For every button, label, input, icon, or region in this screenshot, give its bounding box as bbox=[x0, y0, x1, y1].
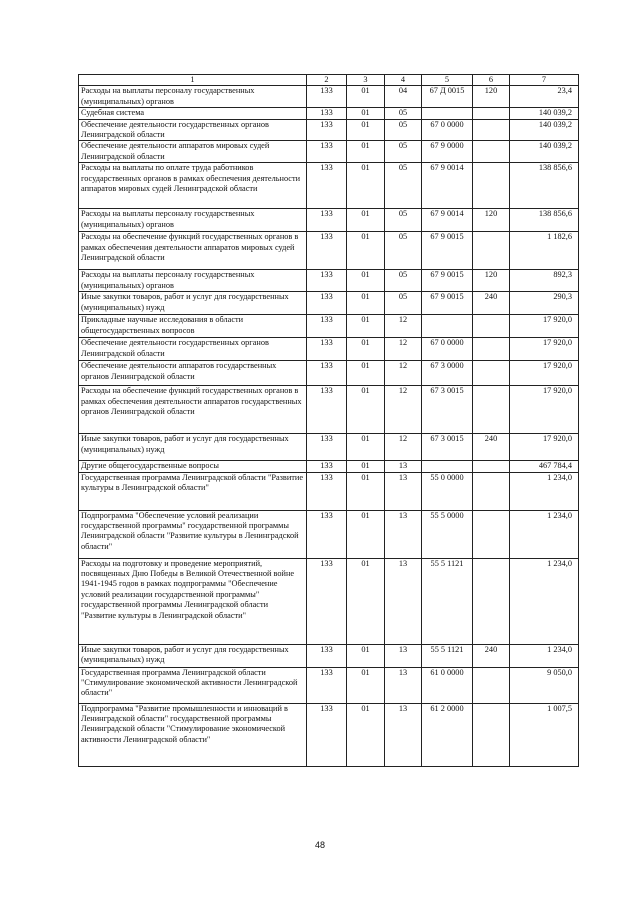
cell-name: Расходы на выплаты персоналу государственных (муниципальных) органов bbox=[79, 86, 307, 108]
cell-amount: 17 920,0 bbox=[510, 315, 579, 338]
table-row bbox=[79, 361, 579, 386]
cell-ministry-code: 133 bbox=[307, 292, 347, 315]
cell-subsection: 12 bbox=[385, 434, 422, 461]
cell-expense-type: 240 bbox=[473, 434, 510, 461]
cell-section: 01 bbox=[347, 472, 385, 510]
cell-name: Расходы на обеспечение функций государственных органов в рамках обеспечения деятельности аппаратов мировых судей Ленинградской области bbox=[79, 232, 307, 270]
cell-expense-type bbox=[473, 667, 510, 703]
table-row bbox=[79, 510, 579, 558]
cell-subsection: 05 bbox=[385, 108, 422, 119]
cell-target-article: 67 9 0000 bbox=[422, 141, 473, 163]
table-row bbox=[79, 292, 579, 315]
cell-subsection: 05 bbox=[385, 163, 422, 209]
cell-section: 01 bbox=[347, 163, 385, 209]
cell-expense-type bbox=[473, 703, 510, 766]
cell-ministry-code: 133 bbox=[307, 461, 347, 472]
cell-amount: 1 234,0 bbox=[510, 472, 579, 510]
cell-ministry-code: 133 bbox=[307, 119, 347, 141]
cell-target-article: 55 5 1121 bbox=[422, 644, 473, 667]
cell-expense-type bbox=[473, 232, 510, 270]
cell-amount: 1 234,0 bbox=[510, 510, 579, 558]
table-row bbox=[79, 434, 579, 461]
cell-section: 01 bbox=[347, 270, 385, 292]
cell-ministry-code: 133 bbox=[307, 434, 347, 461]
cell-target-article: 67 3 0015 bbox=[422, 386, 473, 434]
cell-expense-type bbox=[473, 141, 510, 163]
cell-expense-type bbox=[473, 108, 510, 119]
cell-target-article bbox=[422, 461, 473, 472]
header-col-6: 6 bbox=[473, 75, 510, 86]
cell-amount: 9 050,0 bbox=[510, 667, 579, 703]
cell-section: 01 bbox=[347, 315, 385, 338]
table-row bbox=[79, 119, 579, 141]
cell-section: 01 bbox=[347, 644, 385, 667]
cell-ministry-code: 133 bbox=[307, 558, 347, 644]
cell-subsection: 05 bbox=[385, 270, 422, 292]
cell-target-article: 67 0 0000 bbox=[422, 338, 473, 361]
cell-name: Расходы на выплаты по оплате труда работников государственных органов в рамках обеспечения деятельности аппаратов мировых судей Ленинградской области bbox=[79, 163, 307, 209]
cell-ministry-code: 133 bbox=[307, 361, 347, 386]
cell-name: Расходы на выплаты персоналу государственных (муниципальных) органов bbox=[79, 209, 307, 232]
cell-ministry-code: 133 bbox=[307, 667, 347, 703]
cell-section: 01 bbox=[347, 119, 385, 141]
cell-ministry-code: 133 bbox=[307, 386, 347, 434]
cell-amount: 23,4 bbox=[510, 86, 579, 108]
cell-amount: 467 784,4 bbox=[510, 461, 579, 472]
cell-name: Обеспечение деятельности аппаратов государственных органов Ленинградской области bbox=[79, 361, 307, 386]
cell-target-article bbox=[422, 315, 473, 338]
budget-table bbox=[78, 74, 579, 767]
cell-amount: 17 920,0 bbox=[510, 338, 579, 361]
budget-table-container bbox=[78, 74, 578, 767]
cell-section: 01 bbox=[347, 141, 385, 163]
cell-target-article: 61 0 0000 bbox=[422, 667, 473, 703]
cell-section: 01 bbox=[347, 209, 385, 232]
cell-expense-type: 240 bbox=[473, 644, 510, 667]
cell-subsection: 05 bbox=[385, 232, 422, 270]
cell-section: 01 bbox=[347, 461, 385, 472]
cell-ministry-code: 133 bbox=[307, 644, 347, 667]
cell-amount: 17 920,0 bbox=[510, 386, 579, 434]
table-row bbox=[79, 232, 579, 270]
cell-amount: 140 039,2 bbox=[510, 108, 579, 119]
cell-subsection: 13 bbox=[385, 558, 422, 644]
cell-expense-type bbox=[473, 558, 510, 644]
cell-ministry-code: 133 bbox=[307, 141, 347, 163]
cell-name: Обеспечение деятельности государственных органов Ленинградской области bbox=[79, 119, 307, 141]
cell-name: Другие общегосударственные вопросы bbox=[79, 461, 307, 472]
cell-expense-type: 120 bbox=[473, 86, 510, 108]
cell-target-article: 55 5 1121 bbox=[422, 558, 473, 644]
table-row bbox=[79, 315, 579, 338]
cell-name: Расходы на подготовку и проведение мероприятий, посвященных Дню Победы в Великой Отечественной войне 1941-1945 годов в рамках подпрограммы "Обеспечение условий реализации государственной программы" государственной программы Ленинградской области "Развитие культуры в Ленинградской области" bbox=[79, 558, 307, 644]
table-row bbox=[79, 108, 579, 119]
cell-expense-type bbox=[473, 163, 510, 209]
cell-ministry-code: 133 bbox=[307, 209, 347, 232]
cell-target-article: 55 0 0000 bbox=[422, 472, 473, 510]
table-row bbox=[79, 667, 579, 703]
cell-section: 01 bbox=[347, 338, 385, 361]
table-row bbox=[79, 644, 579, 667]
cell-section: 01 bbox=[347, 558, 385, 644]
cell-name: Расходы на выплаты персоналу государственных (муниципальных) органов bbox=[79, 270, 307, 292]
table-row bbox=[79, 141, 579, 163]
table-row bbox=[79, 461, 579, 472]
cell-expense-type bbox=[473, 461, 510, 472]
cell-ministry-code: 133 bbox=[307, 108, 347, 119]
cell-ministry-code: 133 bbox=[307, 163, 347, 209]
cell-amount: 17 920,0 bbox=[510, 434, 579, 461]
cell-target-article: 67 3 0015 bbox=[422, 434, 473, 461]
cell-subsection: 12 bbox=[385, 361, 422, 386]
cell-amount: 892,3 bbox=[510, 270, 579, 292]
cell-amount: 1 234,0 bbox=[510, 644, 579, 667]
cell-amount: 138 856,6 bbox=[510, 209, 579, 232]
cell-section: 01 bbox=[347, 292, 385, 315]
cell-target-article: 67 Д 0015 bbox=[422, 86, 473, 108]
cell-expense-type bbox=[473, 386, 510, 434]
cell-section: 01 bbox=[347, 86, 385, 108]
cell-ministry-code: 133 bbox=[307, 338, 347, 361]
cell-ministry-code: 133 bbox=[307, 86, 347, 108]
header-col-2: 2 bbox=[307, 75, 347, 86]
cell-expense-type bbox=[473, 510, 510, 558]
cell-expense-type: 120 bbox=[473, 209, 510, 232]
header-col-4: 4 bbox=[385, 75, 422, 86]
cell-name: Обеспечение деятельности государственных органов Ленинградской области bbox=[79, 338, 307, 361]
cell-section: 01 bbox=[347, 667, 385, 703]
cell-expense-type bbox=[473, 361, 510, 386]
cell-ministry-code: 133 bbox=[307, 472, 347, 510]
page-number: 48 bbox=[314, 840, 325, 850]
table-row bbox=[79, 386, 579, 434]
cell-target-article: 67 9 0015 bbox=[422, 292, 473, 315]
cell-ministry-code: 133 bbox=[307, 270, 347, 292]
table-row bbox=[79, 558, 579, 644]
cell-amount: 290,3 bbox=[510, 292, 579, 315]
cell-subsection: 05 bbox=[385, 292, 422, 315]
cell-section: 01 bbox=[347, 108, 385, 119]
table-row bbox=[79, 163, 579, 209]
cell-name: Прикладные научные исследования в области общегосударственных вопросов bbox=[79, 315, 307, 338]
cell-target-article: 67 9 0014 bbox=[422, 209, 473, 232]
cell-name: Расходы на обеспечение функций государственных органов в рамках обеспечения деятельности аппаратов государственных органов Ленинградской области bbox=[79, 386, 307, 434]
header-col-7: 7 bbox=[510, 75, 579, 86]
cell-subsection: 12 bbox=[385, 338, 422, 361]
cell-expense-type: 120 bbox=[473, 270, 510, 292]
cell-name: Иные закупки товаров, работ и услуг для государственных (муниципальных) нужд bbox=[79, 434, 307, 461]
header-col-1: 1 bbox=[79, 75, 307, 86]
cell-subsection: 13 bbox=[385, 703, 422, 766]
cell-subsection: 13 bbox=[385, 510, 422, 558]
cell-amount: 1 182,6 bbox=[510, 232, 579, 270]
cell-name: Иные закупки товаров, работ и услуг для государственных (муниципальных) нужд bbox=[79, 292, 307, 315]
cell-subsection: 04 bbox=[385, 86, 422, 108]
cell-subsection: 05 bbox=[385, 119, 422, 141]
cell-target-article: 67 3 0000 bbox=[422, 361, 473, 386]
cell-target-article bbox=[422, 108, 473, 119]
table-header bbox=[79, 75, 579, 86]
table-row bbox=[79, 86, 579, 108]
cell-subsection: 12 bbox=[385, 386, 422, 434]
cell-target-article: 67 0 0000 bbox=[422, 119, 473, 141]
cell-target-article: 67 9 0015 bbox=[422, 232, 473, 270]
cell-target-article: 61 2 0000 bbox=[422, 703, 473, 766]
cell-subsection: 13 bbox=[385, 472, 422, 510]
cell-name: Иные закупки товаров, работ и услуг для государственных (муниципальных) нужд bbox=[79, 644, 307, 667]
cell-name: Обеспечение деятельности аппаратов мировых судей Ленинградской области bbox=[79, 141, 307, 163]
cell-name: Подпрограмма "Обеспечение условий реализации государственной программы" государственной программы Ленинградской области "Развитие культуры в Ленинградской области" bbox=[79, 510, 307, 558]
cell-ministry-code: 133 bbox=[307, 315, 347, 338]
cell-name: Судебная система bbox=[79, 108, 307, 119]
header-col-5: 5 bbox=[422, 75, 473, 86]
cell-section: 01 bbox=[347, 434, 385, 461]
cell-name: Государственная программа Ленинградской области "Развитие культуры в Ленинградской области" bbox=[79, 472, 307, 510]
cell-amount: 140 039,2 bbox=[510, 119, 579, 141]
cell-target-article: 67 9 0015 bbox=[422, 270, 473, 292]
cell-subsection: 05 bbox=[385, 209, 422, 232]
cell-expense-type bbox=[473, 315, 510, 338]
cell-amount: 1 234,0 bbox=[510, 558, 579, 644]
cell-section: 01 bbox=[347, 361, 385, 386]
cell-target-article: 67 9 0014 bbox=[422, 163, 473, 209]
table-row bbox=[79, 270, 579, 292]
cell-amount: 17 920,0 bbox=[510, 361, 579, 386]
cell-ministry-code: 133 bbox=[307, 510, 347, 558]
cell-amount: 140 039,2 bbox=[510, 141, 579, 163]
cell-name: Государственная программа Ленинградской области "Стимулирование экономической активности Ленинградской области" bbox=[79, 667, 307, 703]
table-row bbox=[79, 209, 579, 232]
cell-amount: 1 007,5 bbox=[510, 703, 579, 766]
cell-section: 01 bbox=[347, 232, 385, 270]
cell-subsection: 13 bbox=[385, 644, 422, 667]
header-col-3: 3 bbox=[347, 75, 385, 86]
header-row bbox=[79, 75, 579, 86]
cell-subsection: 05 bbox=[385, 141, 422, 163]
table-row bbox=[79, 472, 579, 510]
table-row bbox=[79, 703, 579, 766]
cell-subsection: 13 bbox=[385, 461, 422, 472]
cell-section: 01 bbox=[347, 510, 385, 558]
cell-amount: 138 856,6 bbox=[510, 163, 579, 209]
cell-expense-type: 240 bbox=[473, 292, 510, 315]
cell-ministry-code: 133 bbox=[307, 703, 347, 766]
cell-expense-type bbox=[473, 472, 510, 510]
cell-target-article: 55 5 0000 bbox=[422, 510, 473, 558]
table-row bbox=[79, 338, 579, 361]
cell-section: 01 bbox=[347, 386, 385, 434]
cell-subsection: 12 bbox=[385, 315, 422, 338]
cell-name: Подпрограмма "Развитие промышленности и инноваций в Ленинградской области" государственной программы Ленинградской области "Стимулирование экономической активности Ленинградской области" bbox=[79, 703, 307, 766]
cell-expense-type bbox=[473, 119, 510, 141]
table-body bbox=[79, 86, 579, 766]
cell-section: 01 bbox=[347, 703, 385, 766]
cell-expense-type bbox=[473, 338, 510, 361]
cell-subsection: 13 bbox=[385, 667, 422, 703]
cell-ministry-code: 133 bbox=[307, 232, 347, 270]
